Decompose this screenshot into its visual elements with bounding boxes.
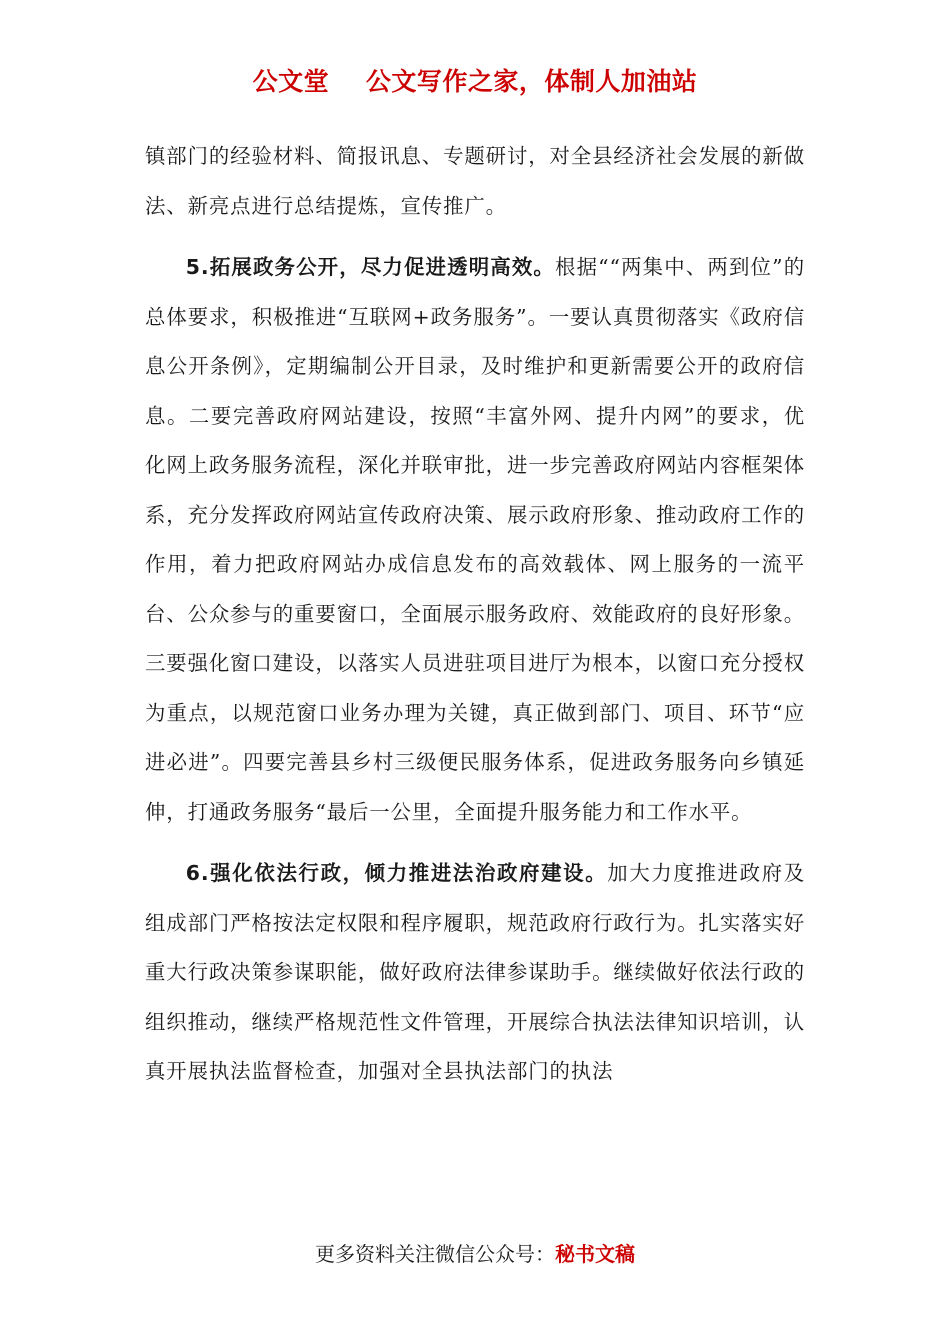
page-footer: [0, 1238, 950, 1267]
paragraph-heading: 6.强化依法行政，倾力推进法治政府建设。: [185, 861, 608, 885]
paragraph-item-6: [145, 849, 805, 1097]
paragraph-continuation: [145, 132, 805, 231]
document-body: [145, 132, 805, 1097]
paragraph-item-5: [145, 243, 805, 837]
paragraph-heading: 5.拓展政务公开，尽力促进透明高效。: [185, 255, 555, 279]
page-header-title: 公文堂 公文写作之家，体制人加油站: [252, 67, 698, 96]
paragraph-text: 根据““两集中、两到位”的总体要求，积极推进“互联网+政务服务”。一要认真贯彻落实《政府信息公开条例》，定期编制公开目录，及时维护和更新需要公开的政府信息。二要完善政府网站建设，按照“丰富外网、提升内网”的要求，优化网上政务服务流程，深化并联审批，进一步完善政府网站内容框架体系，充分发挥政府网站宣传政府决策、展示政府形象、推动政府工作的作用，着力把政府网站办成信息发布的高效载体、网上服务的一流平台、公众参与的重要窗口，全面展示服务政府、效能政府的良好形象。三要强化窗口建设，以落实人员进驻项目进厅为根本，以窗口充分授权为重点，以规范窗口业务办理为关键，真正做到部门、项目、环节“应进必进”。四要完善县乡村三级便民服务体系，促进政务服务向乡镇延伸，打通政务服务“最后一公里，全面提升服务能力和工作水平。: [145, 255, 806, 824]
footer-account-name: 秘书文稿: [555, 1242, 635, 1266]
paragraph-text: 加大力度推进政府及组成部门严格按法定权限和程序履职，规范政府行政行为。扎实落实好重大行政决策参谋职能，做好政府法律参谋助手。继续做好依法行政的组织推动，继续严格规范性文件管理，开展综合执法法律知识培训，认真开展执法监督检查，加强对全县执法部门的执法: [145, 861, 806, 1083]
paragraph-text: 镇部门的经验材料、简报讯息、专题研讨，对全县经济社会发展的新做法、新亮点进行总结提炼，宣传推广。: [145, 144, 806, 218]
footer-prefix: 更多资料关注微信公众号：: [315, 1242, 555, 1266]
